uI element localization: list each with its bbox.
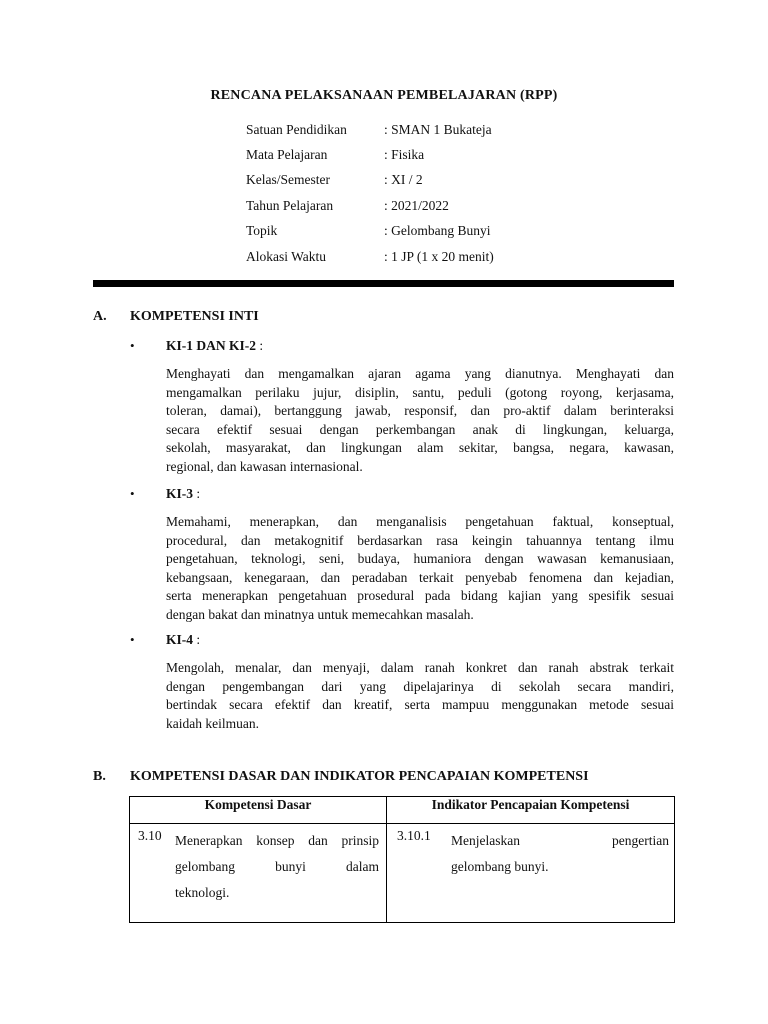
paragraph-line: regional, dan kawasan internasional. xyxy=(166,458,363,474)
kd-number: 3.10 xyxy=(138,828,162,843)
meta-value: : Gelombang Bunyi xyxy=(384,223,491,238)
ipk-line: Menjelaskan pengertian xyxy=(451,833,669,848)
paragraph-line: Menghayati dan mengamalkan ajaran agama yang dianutnya. Menghayati dan xyxy=(166,366,674,381)
kd-ipk-table xyxy=(129,796,675,923)
ki1-ki2-paragraph xyxy=(166,365,674,477)
section-a-title: KOMPETENSI INTI xyxy=(130,309,259,324)
ki-heading-label: KI-3 xyxy=(166,486,193,501)
paragraph-line: serta menerapkan pengetahuan prosedural pada bidang kajian yang spesifik sesuai xyxy=(166,588,674,604)
ipk-cell xyxy=(387,824,675,923)
meta-label: Tahun Pelajaran xyxy=(246,198,334,213)
table-header-kd: Kompetensi Dasar xyxy=(130,797,387,824)
ipk-text xyxy=(451,828,669,880)
paragraph-line: secara efektif sesuai dengan perkembangan anak di lingkungan, keluarga, xyxy=(166,421,674,437)
bullet: • xyxy=(130,486,135,501)
header-divider xyxy=(93,280,674,287)
kd-text xyxy=(175,828,379,906)
paragraph-line: dengan pengembangan dari yang dipelajarinya di sekolah secara mandiri, xyxy=(166,678,674,694)
ki3-paragraph xyxy=(166,513,674,625)
meta-label: Topik xyxy=(246,223,278,238)
paragraph-line: sekolah, masyarakat, dan lingkungan alam sekitar, bangsa, negara, kawasan, xyxy=(166,440,674,456)
paragraph-line: mengamalkan perilaku jujur, disiplin, santu, peduli (gotong royong, kerjasama, xyxy=(166,384,674,400)
paragraph-line: bertindak secara efektif dan kreatif, serta mampuu menggunakan metode sesuai xyxy=(166,697,674,713)
paragraph-line: Memahami, menerapkan, dan menganalisis pengetahuan faktual, konseptual, xyxy=(166,514,674,529)
paragraph-line: toleran, damai), bertanggung jawab, responsif, dan pro-aktif dalam berinteraksi xyxy=(166,403,674,419)
kd-line: teknologi. xyxy=(175,885,230,900)
paragraph-line: dengan bakat dan minatnya untuk memecahkan masalah. xyxy=(166,606,474,622)
paragraph-line: pengetahuan, teknologi, seni, budaya, humaniora dengan wawasan kemanusiaan, xyxy=(166,551,674,567)
bullet: • xyxy=(130,632,135,647)
meta-label: Alokasi Waktu xyxy=(246,249,327,264)
ki-heading-colon: : xyxy=(193,632,201,647)
section-b-title: KOMPETENSI DASAR DAN INDIKATOR PENCAPAIAN KOMPETENSI xyxy=(130,769,589,784)
bullet: • xyxy=(130,338,135,353)
kd-line: gelombang bunyi dalam xyxy=(175,859,379,874)
kd-line: Menerapkan konsep dan prinsip xyxy=(175,833,379,848)
ki-heading-label: KI-4 xyxy=(166,632,193,647)
paragraph-line: kaidah keilmuan. xyxy=(166,715,259,731)
page-title: RENCANA PELAKSANAAN PEMBELAJARAN (RPP) xyxy=(210,88,558,103)
meta-label: Kelas/Semester xyxy=(246,172,330,187)
ki-heading-colon: : xyxy=(256,338,264,353)
ki3-heading xyxy=(166,486,200,502)
meta-value: : 1 JP (1 x 20 menit) xyxy=(384,249,494,264)
ki4-heading xyxy=(166,632,200,648)
meta-value: : Fisika xyxy=(384,147,425,162)
meta-label: Satuan Pendidikan xyxy=(246,122,347,137)
paragraph-line: procedural, dan metakognitif berdasarkan rasa keingin tahuannya tentang ilmu xyxy=(166,532,674,548)
table-header-row xyxy=(130,797,675,824)
table-row xyxy=(130,824,675,923)
meta-label: Mata Pelajaran xyxy=(246,147,328,162)
meta-value: : XI / 2 xyxy=(384,172,423,187)
meta-value: : 2021/2022 xyxy=(384,198,449,213)
ipk-line: gelombang bunyi. xyxy=(451,859,549,874)
paragraph-line: Mengolah, menalar, dan menyaji, dalam ranah konkret dan ranah abstrak terkait xyxy=(166,660,674,675)
ki4-paragraph xyxy=(166,659,674,733)
section-b-letter: B. xyxy=(93,769,106,784)
section-a-letter: A. xyxy=(93,309,107,324)
ki-heading-label: KI-1 DAN KI-2 xyxy=(166,338,256,353)
ki1-ki2-heading xyxy=(166,338,263,354)
table-header-ipk: Indikator Pencapaian Kompetensi xyxy=(387,797,675,824)
ipk-number: 3.10.1 xyxy=(397,828,431,843)
paragraph-line: kebangsaan, kenegaraan, dan peradaban terkait penyebab fenomena dan kejadian, xyxy=(166,569,674,585)
kd-cell xyxy=(130,824,387,923)
ki-heading-colon: : xyxy=(193,486,201,501)
meta-value: : SMAN 1 Bukateja xyxy=(384,122,492,137)
